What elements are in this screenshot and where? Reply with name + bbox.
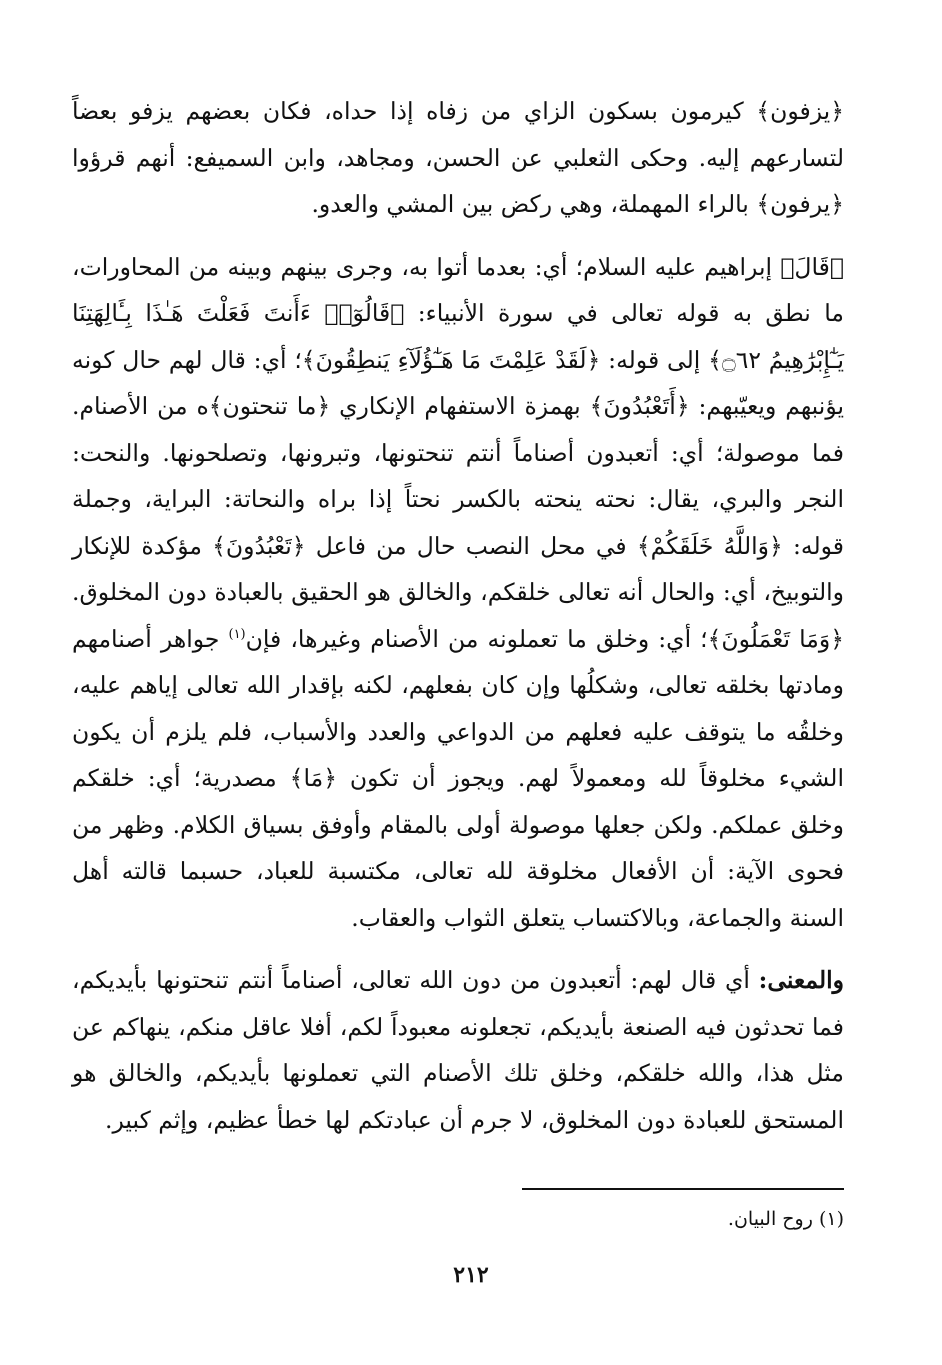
footnote-text: روح البيان. (727, 1208, 813, 1230)
footnote-separator (522, 1188, 844, 1190)
paragraph-2-text-a: ﴿قَالَ﴾ إبراهيم عليه السلام؛ أي: بعدما أتوا به، وجرى بينهم وبينه من المحاورات، ما نطق به قوله تعالى في سورة الأنبياء: ﴿قَالُوٓا۟ ءَأَنتَ فَعَلْتَ هَـٰذَا بِـَٔالِهَتِنَا يَـٰٓإِبْرَٰهِيمُ ۝٦٢﴾ إلى قوله: ﴿لَقَدْ عَلِمْتَ مَا هَـٰٓؤُلَآءِ يَنطِقُونَ﴾؛ أي: قال لهم حال كونه يؤنبهم ويعيّبهم: ﴿أَتَعْبُدُونَ﴾ بهمزة الاستفهام الإنكاري ﴿ما تنحتون﴾ه من الأصنام. فما موصولة؛ أي: أتعبدون أصناماً أنتم تنحتونها، وتبرونها، وتصلحونها. والنحت: النجر والبري، يقال: نحته ينحته بالكسر نحتاً إذا براه والنحاتة: البراية، وجملة قوله: ﴿وَاللَّهُ خَلَقَكُمْ﴾ في محل النصب حال من فاعل ﴿تَعْبُدُونَ﴾ مؤكدة للإنكار والتوبيخ، أي: والحال أنه تعالى خلقكم، والخالق هو الحقيق بالعبادة دون المخلوق. ﴿وَمَا تَعْمَلُونَ﴾؛ أي: وخلق ما تعملونه من الأصنام وغيرها، فإن (72, 252, 845, 653)
footnote (444, 1204, 844, 1234)
paragraph-1: ﴿يزفون﴾ كيرمون بسكون الزاي من زفاه إذا حداه، فكان بعضهم يزفو بعضاً لتسارعهم إليه. وحكى الثعلبي عن الحسن، ومجاهد، وابن السميفع: أنهم قرؤوا ﴿يرفون﴾ بالراء المهملة، وهي ركض بين المشي والعدو. (72, 97, 844, 218)
footnote-mark: (١) (818, 1208, 844, 1230)
paragraph-3 (72, 957, 844, 1143)
page-body (72, 88, 844, 1143)
page-number: ٢١٢ (453, 1262, 489, 1288)
paragraph-3-text: أي قال لهم: أتعبدون من دون الله تعالى، أصناماً أنتم تنحتونها بأيديكم، فما تحدثون فيه الصنعة بأيديكم، تجعلونه معبوداً لكم، أفلا عاقل منكم، ينهاكم عن مثل هذا، والله خلقكم، وخلق تلك الأصنام التي تعملونها بأيديكم، والخالق هو المستحق للعبادة دون المخلوق، لا جرم أن عبادتكم لها خطأ عظيم، وإثم كبير. (72, 966, 844, 1134)
paragraph-2-text-b: جواهر أصنامهم ومادتها بخلقه تعالى، وشكلُها وإن كان بفعلهم، لكنه بإقدار الله تعالى إياهم عليه، وخلقُه ما يتوقف عليه فعلهم من الدواعي والعدد والأسباب، فلم يلزم أن يكون الشيء مخلوقاً لله ومعمولاً لهم. ويجوز أن تكون ﴿مَا﴾ مصدرية؛ أي: خلقكم وخلق عملكم. ولكن جعلها موصولة أولى بالمقام وأوفق بسياق الكلام. وظهر من فحوى الآية: أن الأفعال مخلوقة لله تعالى، مكتسبة للعباد، حسبما قالته أهل السنة والجماعة، وبالاكتساب يتعلق الثواب والعقاب. (72, 624, 844, 932)
meaning-heading: والمعنى: (758, 966, 844, 994)
footnote-reference[interactable]: (١) (228, 626, 246, 642)
paragraph-2 (72, 244, 844, 942)
